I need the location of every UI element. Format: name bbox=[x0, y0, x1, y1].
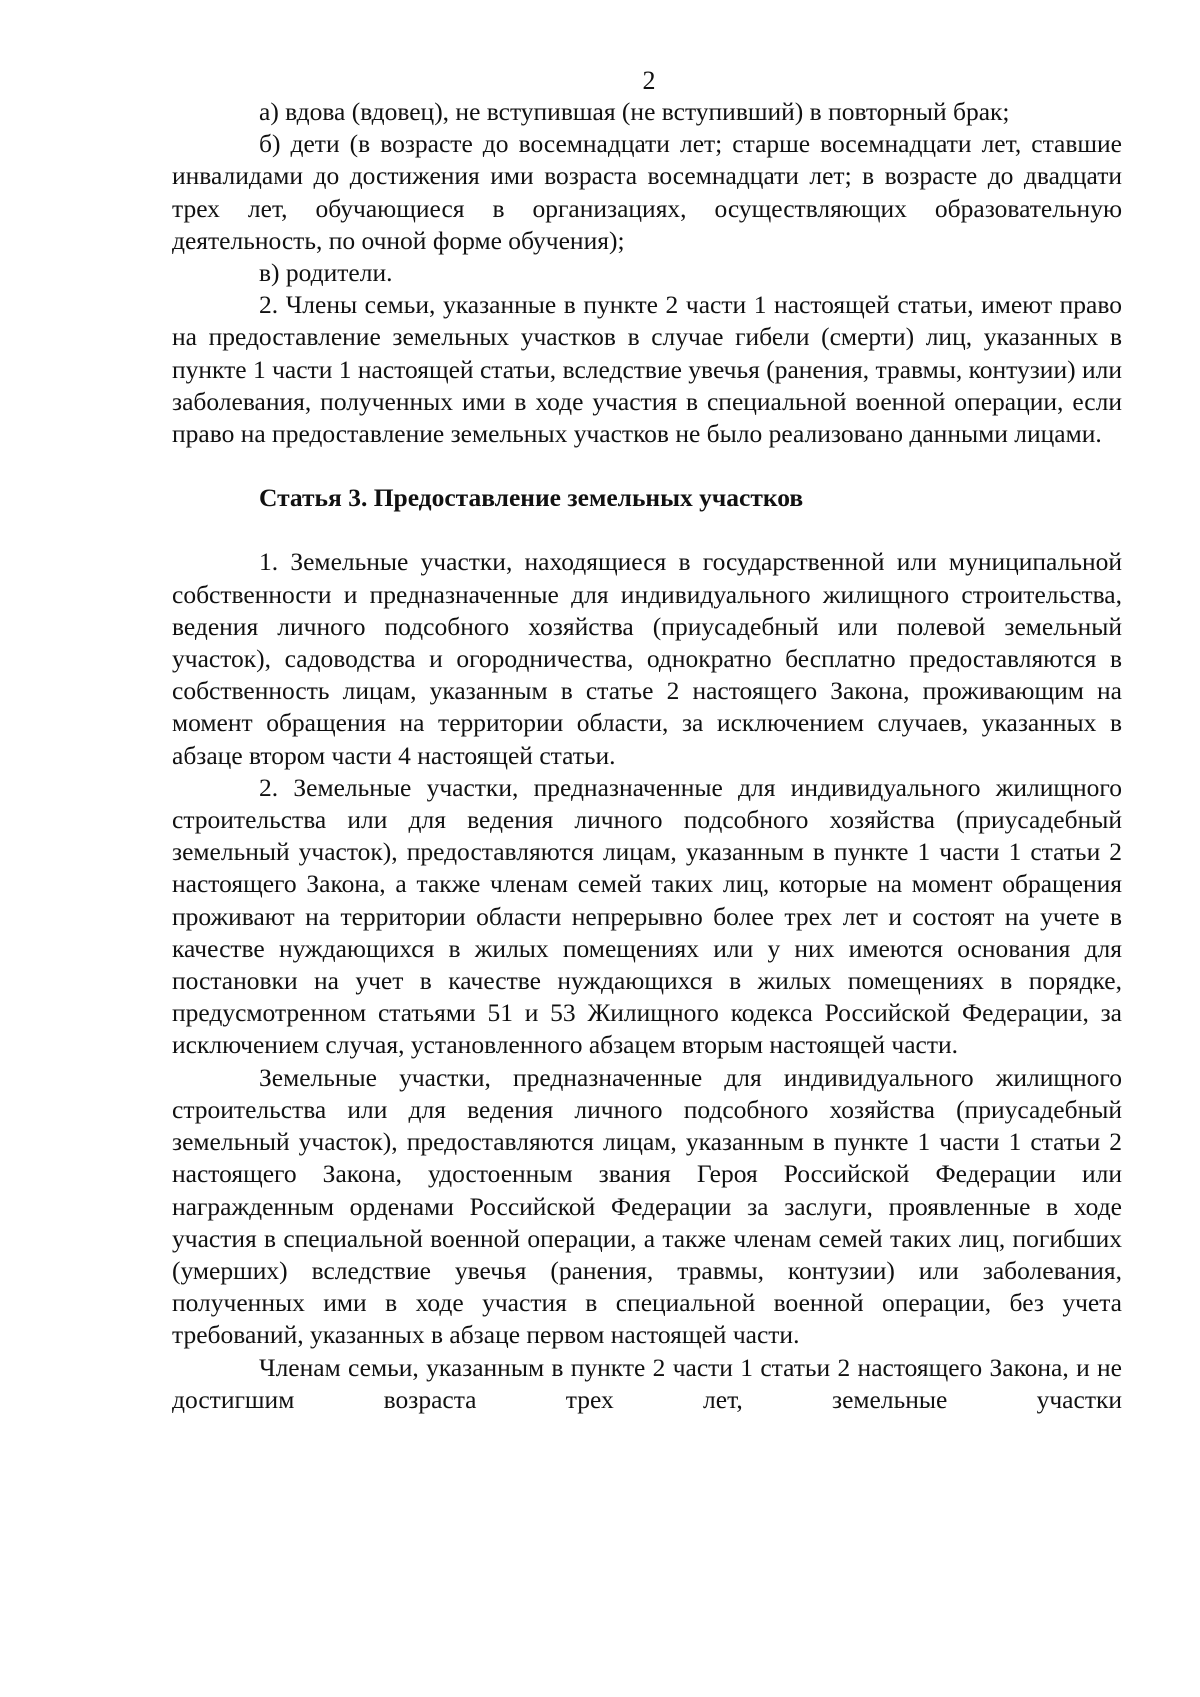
page-number: 2 bbox=[642, 66, 656, 95]
paragraph-widow-clause: а) вдова (вдовец), не вступившая (не вступивший) в повторный брак; bbox=[259, 97, 1010, 126]
spacer bbox=[172, 450, 1122, 482]
article-heading: Статья 3. Предоставление земельных участков bbox=[259, 483, 804, 513]
paragraph-article-3-part-2: 2. Земельные участки, предназначенные для индивидуального жилищного строительства или для ведения личного подсобного хозяйства (приусадебный земельный участок), предоставляются лицам, указанным в пункте 1 части 1 статьи 2 настоящего Закона, а также членам семей таких лиц, которые на момент обращения проживают на территории области непрерывно более трех лет и состоят на учете в качестве нуждающихся в жилых помещениях или у них имеются основания для постановки на учет в качестве нуждающихся в жилых помещениях в порядке, предусмотренном статьями 51 и 53 Жилищного кодекса Российской Федерации, за исключением случая, установленного абзацем вторым настоящей части. bbox=[172, 772, 1122, 1060]
paragraph-parents-clause: в) родители. bbox=[259, 258, 393, 288]
paragraph-children-clause: б) дети (в возрасте до восемнадцати лет; старше восемнадцати лет, ставшие инвалидами до достижения ими возраста восемнадцати лет; в возрасте до двадцати трех лет, обучающиеся в организациях, осуществляющих образовательную деятельность, по очной форме обучения); bbox=[172, 129, 1122, 255]
spacer bbox=[172, 514, 1122, 546]
paragraph-family-members-right: 2. Члены семьи, указанные в пункте 2 части 1 настоящей статьи, имеют право на предоставление земельных участков в случае гибели (смерти) лиц, указанных в пункте 1 части 1 настоящей статьи, вследствие увечья (ранения, травмы, контузии) или заболевания, полученных ими в ходе участия в специальной военной операции, если право на предоставление земельных участков не было реализовано данными лицами. bbox=[172, 290, 1122, 449]
paragraph-article-3-part-1: 1. Земельные участки, находящиеся в государственной или муниципальной собственности и предназначенные для индивидуального жилищного строительства, ведения личного подсобного хозяйства (приусадебный или полевой земельный участок), садоводства и огородничества, однократно бесплатно предоставляются в собственность лицам, указанным в статье 2 настоящего Закона, проживающим на момент обращения на территории области, за исключением случаев, указанных в абзаце втором части 4 настоящей статьи. bbox=[172, 547, 1122, 770]
paragraph-article-3-part-2-second: Земельные участки, предназначенные для индивидуального жилищного строительства или для ведения личного подсобного хозяйства (приусадебный земельный участок), предоставляются лицам, указанным в пункте 1 части 1 статьи 2 настоящего Закона, удостоенным звания Героя Российской Федерации или награжденным орденами Российской Федерации за заслуги, проявленные в ходе участия в специальной военной операции, а также членам семей таких лиц, погибших (умерших) вследствие увечья (ранения, травмы, контузии) или заболевания, полученных ими в ходе участия в специальной военной операции, без учета требований, указанных в абзаце первом настоящей части. bbox=[172, 1062, 1122, 1350]
document-body bbox=[172, 96, 1122, 1416]
paragraph-article-3-part-2-third: Членам семьи, указанным в пункте 2 части 1 статьи 2 настоящего Закона, и не достигшим возраста трех лет, земельные участки bbox=[172, 1352, 1122, 1414]
